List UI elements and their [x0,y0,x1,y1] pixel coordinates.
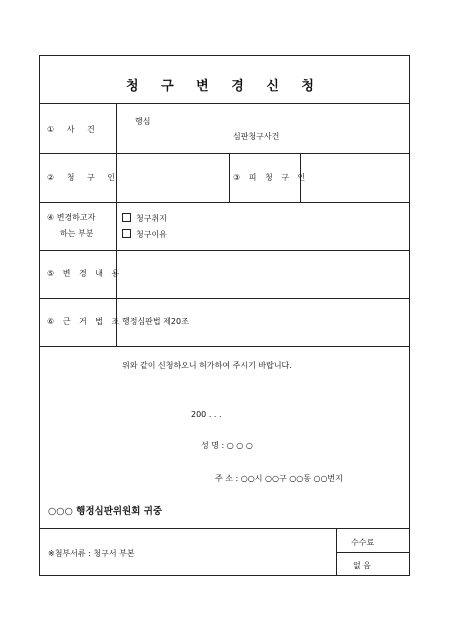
change-request-form [39,55,410,576]
case-suffix: 심판청구사건 [233,132,280,141]
divider [229,153,230,202]
option-claim-purpose[interactable] [122,213,167,223]
label-column-divider [116,103,117,346]
case-prefix: 행심 [135,117,151,126]
case-label: ① 사 건 [47,125,100,134]
divider [40,250,409,251]
fee-label: 수수료 [351,538,375,547]
divider [336,528,337,576]
option-label: 청구취지 [136,214,167,223]
respondent-label: ③ 피 청 구 인 [233,173,309,182]
change-part-label-1: ④ 변경하고자 [47,213,96,222]
request-sentence: 위와 같이 신청하오니 허가하여 주시기 바랍니다. [122,361,292,370]
recipient: ○○○ 행정심판위원회 귀중 [48,506,163,517]
fee-value: 없 음 [353,561,371,570]
legal-basis-value: 행정심판법 제20조 [122,317,189,326]
claimant-label: ② 청 구 인 [47,173,120,182]
legal-basis-label: ⑥ 근 거 법 조 [47,317,123,326]
change-content-label: ⑤ 변 경 내 용 [47,269,123,278]
divider [40,298,409,299]
checkbox[interactable] [122,229,131,238]
divider [40,528,409,529]
applicant-name: 성 명 : ○ ○ ○ [201,441,253,450]
change-part-label-2: 하는 부분 [60,229,94,238]
applicant-address: 주 소 : ○○시 ○○구 ○○동 ○○번지 [215,474,343,483]
option-label: 청구이유 [136,230,167,239]
attachment-note: ※첨부서류 : 청구서 부본 [48,549,135,558]
form-title: 청 구 변 경 신 청 [126,79,323,94]
divider [40,103,409,104]
divider [40,202,409,203]
divider [40,153,409,154]
request-date: 200 . . . [191,410,222,419]
option-claim-reason[interactable] [122,229,167,239]
divider [336,552,409,553]
checkbox[interactable] [122,213,131,222]
divider [40,346,409,347]
